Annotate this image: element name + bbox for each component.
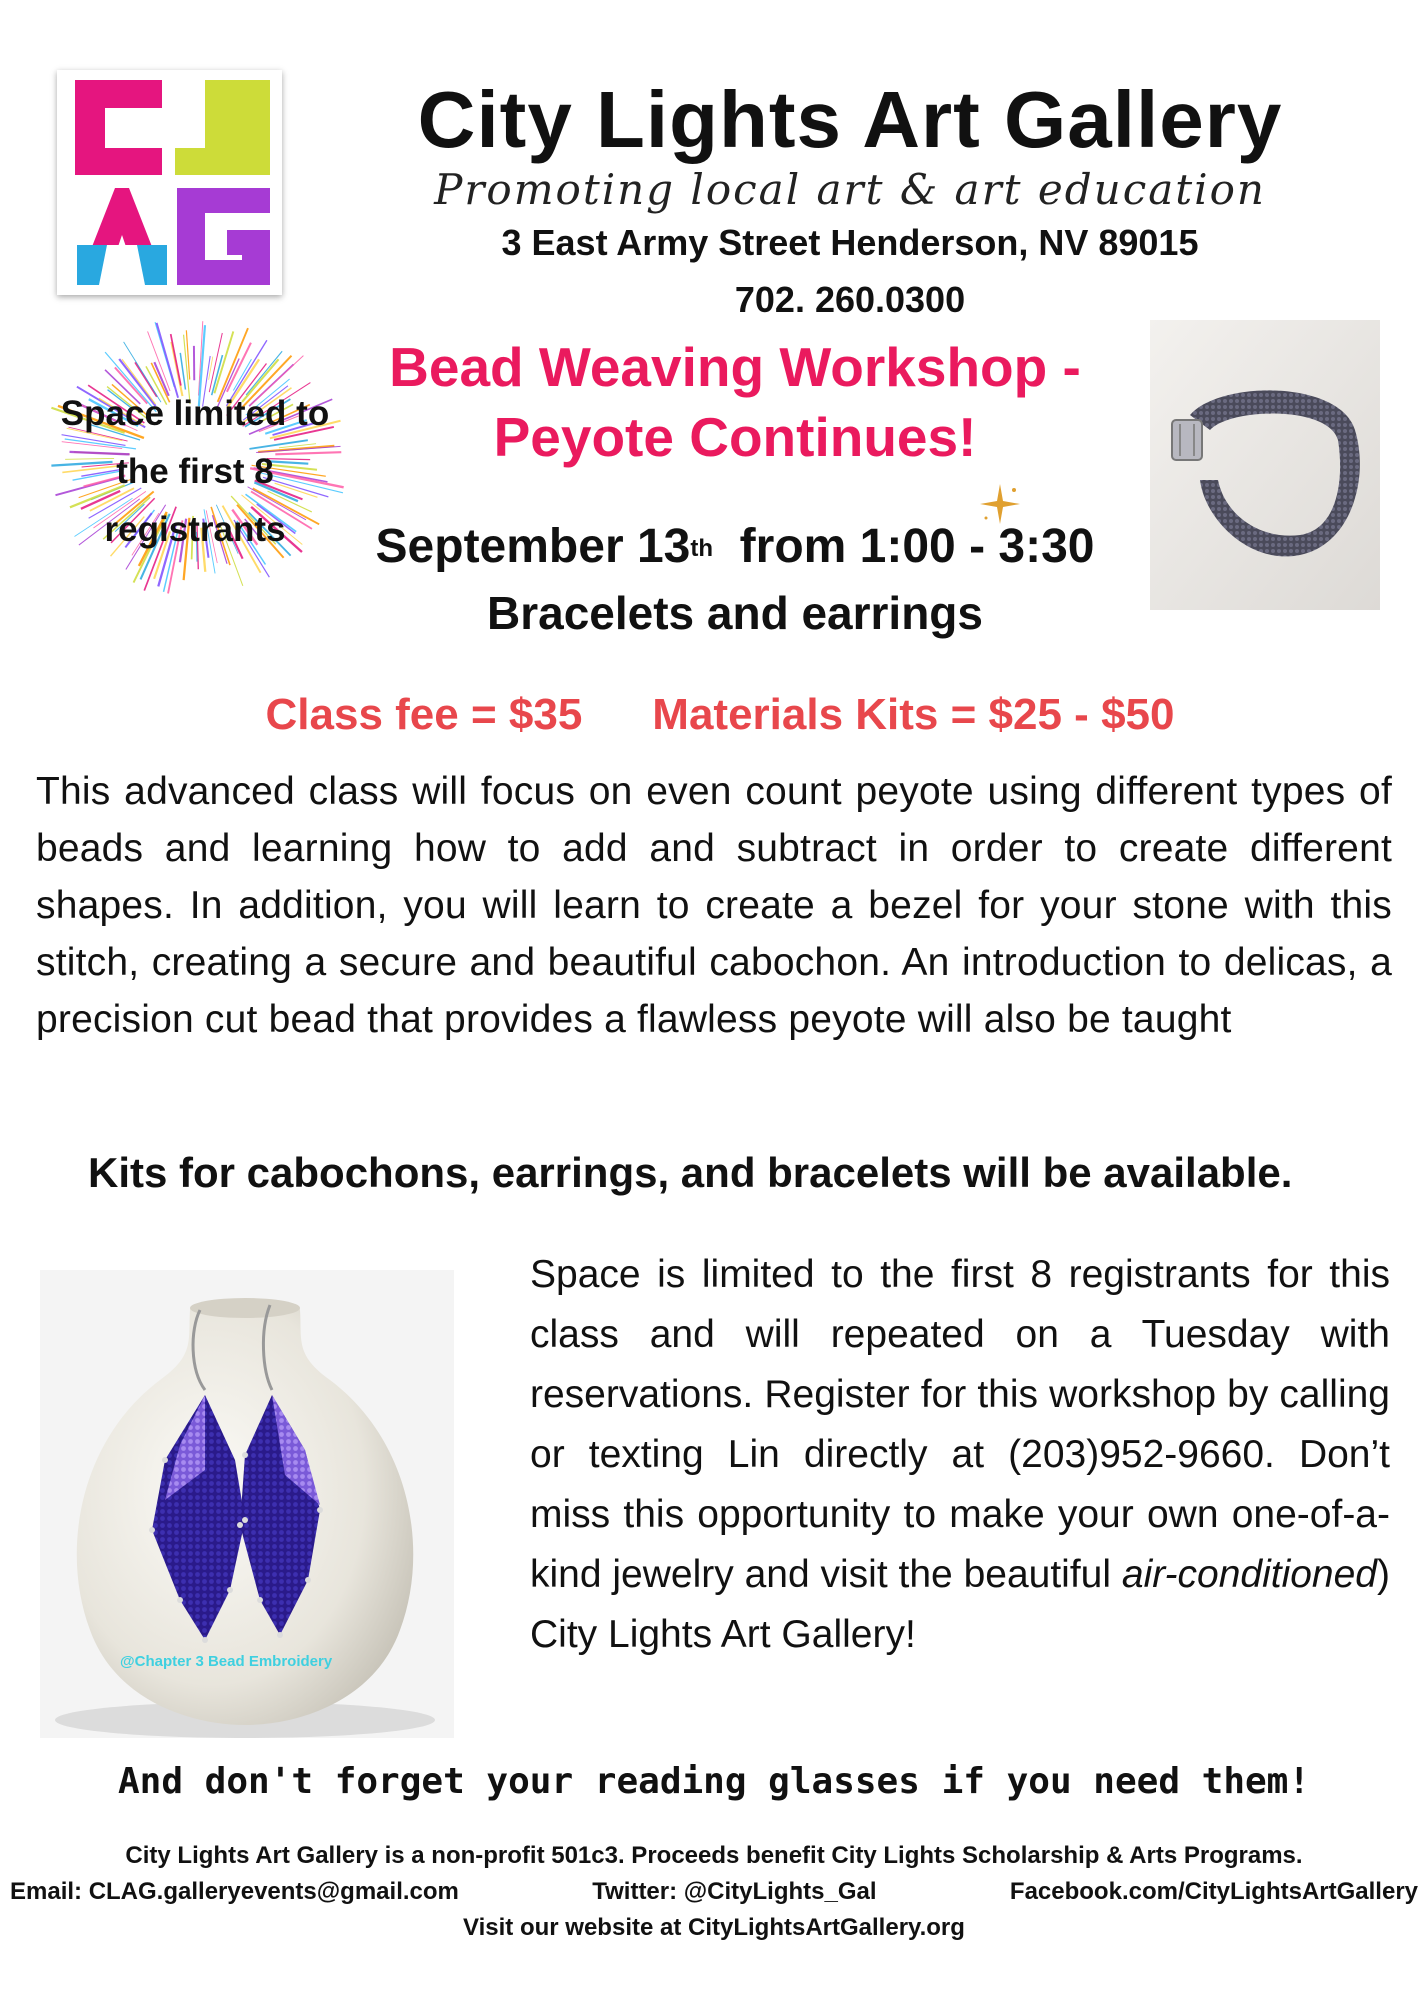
class-fee: Class fee = $35	[265, 690, 583, 739]
earring-photo-watermark: @Chapter 3 Bead Embroidery	[120, 1653, 333, 1670]
workshop-title-line-1: Bead Weaving Workshop -	[389, 336, 1081, 398]
gallery-address: 3 East Army Street Henderson, NV 89015	[501, 222, 1199, 263]
footer-email[interactable]: Email: CLAG.galleryevents@gmail.com	[10, 1878, 459, 1905]
event-subject: Bracelets and earrings	[486, 587, 983, 639]
registration-text-1: Space is limited to the first 8 registrants for this class and will repeated on a Tuesday with reservations. Register for this workshop by calling or texting Lin directly at (203)952-9660. Don’t miss this opportunity to make your own one-of-a-kind jewelry and visit the beautiful	[530, 1253, 1390, 1596]
registration-info	[530, 1245, 1390, 1665]
footer-contacts	[10, 1874, 1418, 1910]
event-date: September 13	[375, 520, 691, 573]
clag-logo-graphic	[57, 70, 282, 295]
event-time: from 1:00 - 3:30	[739, 520, 1095, 573]
space-limited-badge	[35, 385, 355, 559]
clag-logo	[57, 70, 282, 295]
workshop-title	[360, 332, 1110, 472]
gallery-phone: 702. 260.0300	[734, 279, 966, 320]
class-description: This advanced class will focus on even count peyote using different types of beads and learning how to add and subtract in order to create different shapes. In addition, you will learn to create a bezel for your stone with this stitch, creating a secure and beautiful cabochon. An introduction to delicas, a precision cut bead that provides a flawless peyote will also be taught	[36, 770, 1392, 1041]
bracelet-photo	[1150, 320, 1380, 610]
tagline: Promoting local art & art education	[434, 165, 1266, 214]
registration-text-2: ) City Lights Art Gallery!	[530, 1553, 1390, 1656]
fees-line	[220, 685, 1220, 745]
registration-italic: air-conditioned	[1121, 1553, 1377, 1596]
footer-twitter[interactable]: Twitter: @CityLights_Gal	[592, 1878, 877, 1905]
badge-line-1: Space limited to	[60, 394, 330, 433]
badge-line-2: the first 8	[116, 452, 274, 491]
badge-line-3: registrants	[104, 510, 286, 549]
footer-nonprofit: City Lights Art Gallery is a non-profit 501c3. Proceeds benefit City Lights Scholarship & Arts Programs.	[125, 1842, 1303, 1869]
gallery-name: City Lights Art Gallery	[417, 75, 1283, 164]
event-date-time	[360, 515, 1110, 579]
footer-website[interactable]: Visit our website at CityLightsArtGallery.org	[463, 1914, 965, 1941]
kits-note: Kits for cabochons, earrings, and bracelets will be available.	[88, 1149, 1293, 1196]
materials-fee: Materials Kits = $25 - $50	[652, 690, 1175, 739]
workshop-title-line-2: Peyote Continues!	[493, 406, 977, 468]
reading-glasses-reminder: And don't forget your reading glasses if you need them!	[117, 1761, 1311, 1802]
footer-facebook[interactable]: Facebook.com/CityLightsArtGallery	[1009, 1878, 1418, 1905]
event-date-suffix: th	[690, 535, 713, 562]
